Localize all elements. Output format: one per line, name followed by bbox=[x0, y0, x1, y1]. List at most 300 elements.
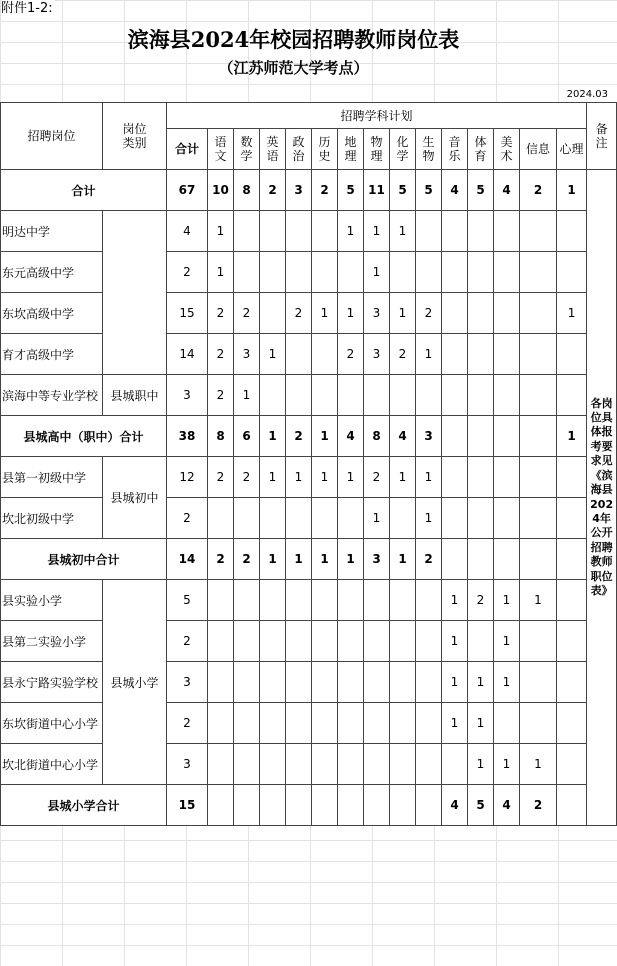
header-plan: 招聘学科计划 bbox=[167, 103, 587, 129]
subject-cell bbox=[312, 498, 338, 539]
subject-cell bbox=[338, 662, 364, 703]
subject-cell bbox=[520, 334, 557, 375]
subject-cell bbox=[442, 539, 468, 580]
grand-total-label: 合计 bbox=[1, 170, 167, 211]
subject-cell bbox=[557, 580, 587, 621]
subject-cell: 3 bbox=[364, 293, 390, 334]
school-name: 县第二实验小学 bbox=[1, 621, 103, 662]
subject-cell: 10 bbox=[208, 170, 234, 211]
table-row bbox=[1, 744, 617, 785]
subject-cell bbox=[338, 744, 364, 785]
subject-cell: 1 bbox=[442, 621, 468, 662]
subject-cell bbox=[494, 457, 520, 498]
subject-cell: 1 bbox=[520, 580, 557, 621]
subject-cell bbox=[390, 498, 416, 539]
subject-cell bbox=[312, 334, 338, 375]
date-label: 2024.03 bbox=[566, 89, 608, 100]
subject-cell: 1 bbox=[468, 744, 494, 785]
subject-cell bbox=[468, 539, 494, 580]
subject-cell: 1 bbox=[364, 498, 390, 539]
header-subject: 音乐 bbox=[442, 129, 468, 170]
subtotal-row bbox=[1, 785, 617, 826]
subject-cell bbox=[260, 785, 286, 826]
subject-cell: 2 bbox=[234, 539, 260, 580]
subject-cell: 2 bbox=[208, 539, 234, 580]
table-row bbox=[1, 211, 617, 252]
category-cell: 县城初中 bbox=[103, 457, 167, 539]
row-total-cell: 2 bbox=[167, 703, 208, 744]
subject-cell bbox=[286, 498, 312, 539]
header-subject: 数学 bbox=[234, 129, 260, 170]
table-row bbox=[1, 703, 617, 744]
table-row bbox=[1, 580, 617, 621]
table-row bbox=[1, 621, 617, 662]
page-title: 滨海县2024年校园招聘教师岗位表 bbox=[127, 27, 460, 52]
header-subject: 政治 bbox=[286, 129, 312, 170]
subject-cell bbox=[520, 293, 557, 334]
subject-cell: 2 bbox=[468, 580, 494, 621]
header-subject: 心理 bbox=[557, 129, 587, 170]
subject-cell bbox=[494, 293, 520, 334]
subject-cell: 1 bbox=[494, 662, 520, 703]
subject-cell: 6 bbox=[234, 416, 260, 457]
subject-cell: 1 bbox=[364, 252, 390, 293]
subject-cell bbox=[520, 621, 557, 662]
subject-cell bbox=[494, 498, 520, 539]
subject-cell: 2 bbox=[520, 170, 557, 211]
subject-cell bbox=[557, 334, 587, 375]
subject-cell bbox=[390, 662, 416, 703]
subject-cell bbox=[260, 580, 286, 621]
table-row bbox=[1, 498, 617, 539]
subject-cell bbox=[468, 621, 494, 662]
subject-cell: 1 bbox=[494, 744, 520, 785]
subject-cell: 8 bbox=[208, 416, 234, 457]
subject-cell bbox=[260, 498, 286, 539]
table-row bbox=[1, 252, 617, 293]
header-total: 合计 bbox=[167, 129, 208, 170]
subject-cell: 5 bbox=[338, 170, 364, 211]
subject-cell bbox=[390, 703, 416, 744]
subject-cell bbox=[338, 580, 364, 621]
header-subject: 历史 bbox=[312, 129, 338, 170]
subject-cell bbox=[520, 375, 557, 416]
subject-cell: 2 bbox=[208, 334, 234, 375]
subject-cell: 1 bbox=[234, 375, 260, 416]
subject-cell bbox=[260, 662, 286, 703]
subject-cell: 1 bbox=[390, 211, 416, 252]
subject-cell bbox=[286, 703, 312, 744]
subject-cell: 1 bbox=[364, 211, 390, 252]
remark-note: 各岗位具体报考要求见《滨海县2024年公开招聘教师职位表》 bbox=[587, 170, 617, 826]
subtotal-label: 县城高中（职中）合计 bbox=[1, 416, 167, 457]
subject-cell bbox=[468, 252, 494, 293]
subject-cell bbox=[338, 703, 364, 744]
subject-cell: 1 bbox=[312, 539, 338, 580]
subject-cell: 5 bbox=[468, 170, 494, 211]
subject-cell: 3 bbox=[234, 334, 260, 375]
subject-cell bbox=[312, 375, 338, 416]
subject-cell bbox=[312, 621, 338, 662]
subject-cell bbox=[312, 211, 338, 252]
subject-cell bbox=[208, 703, 234, 744]
subject-cell bbox=[520, 211, 557, 252]
subject-cell bbox=[442, 457, 468, 498]
subject-cell: 1 bbox=[494, 621, 520, 662]
subject-cell bbox=[390, 621, 416, 662]
subject-cell bbox=[286, 621, 312, 662]
subject-cell: 1 bbox=[312, 457, 338, 498]
row-total-cell: 3 bbox=[167, 662, 208, 703]
subject-cell bbox=[286, 785, 312, 826]
subject-cell: 1 bbox=[390, 539, 416, 580]
subject-cell bbox=[234, 744, 260, 785]
subject-cell: 3 bbox=[416, 416, 442, 457]
subject-cell bbox=[468, 211, 494, 252]
subject-cell bbox=[416, 785, 442, 826]
subject-cell: 2 bbox=[286, 293, 312, 334]
subject-cell bbox=[557, 703, 587, 744]
subject-cell bbox=[234, 785, 260, 826]
subject-cell: 1 bbox=[442, 662, 468, 703]
subject-cell bbox=[494, 375, 520, 416]
subject-cell bbox=[520, 662, 557, 703]
subject-cell: 1 bbox=[260, 334, 286, 375]
subject-cell: 1 bbox=[557, 416, 587, 457]
row-total-cell: 38 bbox=[167, 416, 208, 457]
table-row bbox=[1, 293, 617, 334]
subject-cell bbox=[468, 498, 494, 539]
subject-cell: 2 bbox=[520, 785, 557, 826]
subject-cell bbox=[390, 744, 416, 785]
subject-cell: 1 bbox=[416, 498, 442, 539]
subject-cell bbox=[260, 293, 286, 334]
subject-cell bbox=[364, 744, 390, 785]
subject-cell: 2 bbox=[312, 170, 338, 211]
subject-cell bbox=[286, 375, 312, 416]
recruitment-table bbox=[0, 102, 617, 826]
school-name: 东坎高级中学 bbox=[1, 293, 103, 334]
row-total-cell: 15 bbox=[167, 293, 208, 334]
subject-cell: 2 bbox=[234, 293, 260, 334]
subject-cell bbox=[234, 580, 260, 621]
subject-cell: 1 bbox=[468, 662, 494, 703]
subject-cell bbox=[312, 252, 338, 293]
subject-cell bbox=[468, 334, 494, 375]
subject-cell bbox=[390, 580, 416, 621]
school-name: 明达中学 bbox=[1, 211, 103, 252]
subject-cell bbox=[234, 621, 260, 662]
subject-cell bbox=[520, 416, 557, 457]
subject-cell bbox=[416, 252, 442, 293]
school-name: 东坎街道中心小学 bbox=[1, 703, 103, 744]
subject-cell bbox=[494, 211, 520, 252]
attachment-label: 附件1-2: bbox=[1, 1, 53, 16]
row-total-cell: 2 bbox=[167, 498, 208, 539]
subject-cell bbox=[468, 293, 494, 334]
subject-cell bbox=[442, 211, 468, 252]
subject-cell bbox=[557, 457, 587, 498]
subject-cell bbox=[390, 252, 416, 293]
subject-cell bbox=[338, 252, 364, 293]
row-total-cell: 2 bbox=[167, 252, 208, 293]
subject-cell: 1 bbox=[390, 293, 416, 334]
subject-cell bbox=[494, 539, 520, 580]
subject-cell bbox=[286, 334, 312, 375]
subject-cell bbox=[260, 703, 286, 744]
subject-cell bbox=[416, 662, 442, 703]
subject-cell bbox=[416, 621, 442, 662]
subject-cell bbox=[338, 375, 364, 416]
subject-cell bbox=[312, 580, 338, 621]
subject-cell: 8 bbox=[234, 170, 260, 211]
subject-cell: 2 bbox=[208, 375, 234, 416]
subject-cell bbox=[557, 621, 587, 662]
subject-cell bbox=[520, 498, 557, 539]
subject-cell: 1 bbox=[390, 457, 416, 498]
subject-cell bbox=[260, 621, 286, 662]
subject-cell: 3 bbox=[364, 334, 390, 375]
header-subject: 英语 bbox=[260, 129, 286, 170]
school-name: 县永宁路实验学校 bbox=[1, 662, 103, 703]
subtotal-label: 县城初中合计 bbox=[1, 539, 167, 580]
subject-cell bbox=[208, 785, 234, 826]
subject-cell bbox=[416, 703, 442, 744]
subject-cell bbox=[557, 252, 587, 293]
subject-cell bbox=[494, 416, 520, 457]
subject-cell bbox=[208, 662, 234, 703]
subject-cell bbox=[557, 211, 587, 252]
subject-cell bbox=[286, 580, 312, 621]
header-subject: 生物 bbox=[416, 129, 442, 170]
subject-cell bbox=[338, 785, 364, 826]
table-row bbox=[1, 334, 617, 375]
subject-cell: 2 bbox=[260, 170, 286, 211]
category-spacer bbox=[103, 211, 167, 375]
subtotal-label: 县城小学合计 bbox=[1, 785, 167, 826]
subject-cell: 2 bbox=[338, 334, 364, 375]
subject-cell: 3 bbox=[286, 170, 312, 211]
subject-cell: 8 bbox=[364, 416, 390, 457]
subject-cell bbox=[468, 375, 494, 416]
subject-cell: 1 bbox=[338, 211, 364, 252]
header-subject: 信息 bbox=[520, 129, 557, 170]
subject-cell: 1 bbox=[416, 457, 442, 498]
subject-cell bbox=[364, 662, 390, 703]
subject-cell bbox=[557, 498, 587, 539]
row-total-cell: 3 bbox=[167, 744, 208, 785]
subject-cell bbox=[234, 498, 260, 539]
subject-cell: 1 bbox=[557, 293, 587, 334]
subject-cell bbox=[234, 252, 260, 293]
subject-cell: 2 bbox=[208, 293, 234, 334]
row-total-cell: 67 bbox=[167, 170, 208, 211]
table-row bbox=[1, 375, 617, 416]
header-subject: 体育 bbox=[468, 129, 494, 170]
subtotal-row bbox=[1, 539, 617, 580]
subject-cell: 3 bbox=[364, 539, 390, 580]
subject-cell: 2 bbox=[286, 416, 312, 457]
subject-cell bbox=[208, 744, 234, 785]
subject-cell: 1 bbox=[442, 580, 468, 621]
subject-cell bbox=[286, 211, 312, 252]
subject-cell: 1 bbox=[338, 293, 364, 334]
subject-cell bbox=[260, 211, 286, 252]
subject-cell bbox=[520, 457, 557, 498]
subject-cell bbox=[416, 580, 442, 621]
school-name: 育才高级中学 bbox=[1, 334, 103, 375]
subject-cell: 5 bbox=[416, 170, 442, 211]
row-total-cell: 4 bbox=[167, 211, 208, 252]
subject-cell bbox=[286, 662, 312, 703]
subject-cell: 1 bbox=[338, 457, 364, 498]
header-subject: 化学 bbox=[390, 129, 416, 170]
subject-cell: 1 bbox=[557, 170, 587, 211]
school-name: 坎北街道中心小学 bbox=[1, 744, 103, 785]
subject-cell: 1 bbox=[260, 416, 286, 457]
subject-cell: 1 bbox=[416, 334, 442, 375]
subject-cell bbox=[312, 744, 338, 785]
subject-cell: 2 bbox=[390, 334, 416, 375]
subject-cell bbox=[286, 744, 312, 785]
subject-cell bbox=[312, 785, 338, 826]
school-name: 县第一初级中学 bbox=[1, 457, 103, 498]
subject-cell: 1 bbox=[260, 457, 286, 498]
subject-cell bbox=[557, 785, 587, 826]
table-row bbox=[1, 662, 617, 703]
subject-cell: 1 bbox=[468, 703, 494, 744]
header-subject: 地理 bbox=[338, 129, 364, 170]
subject-cell bbox=[442, 375, 468, 416]
subject-cell bbox=[520, 703, 557, 744]
subject-cell bbox=[442, 416, 468, 457]
subject-cell bbox=[390, 785, 416, 826]
subject-cell: 2 bbox=[364, 457, 390, 498]
header-subject: 物理 bbox=[364, 129, 390, 170]
subject-cell: 5 bbox=[390, 170, 416, 211]
table-row bbox=[1, 457, 617, 498]
row-total-cell: 14 bbox=[167, 334, 208, 375]
subject-cell bbox=[208, 580, 234, 621]
subject-cell bbox=[416, 375, 442, 416]
subject-cell: 5 bbox=[468, 785, 494, 826]
subject-cell bbox=[557, 662, 587, 703]
subject-cell: 1 bbox=[286, 539, 312, 580]
header-position: 招聘岗位 bbox=[1, 103, 103, 170]
subject-cell bbox=[234, 703, 260, 744]
subject-cell bbox=[338, 621, 364, 662]
subject-cell: 1 bbox=[520, 744, 557, 785]
subject-cell: 1 bbox=[260, 539, 286, 580]
subject-cell bbox=[260, 252, 286, 293]
school-name: 东元高级中学 bbox=[1, 252, 103, 293]
subject-cell: 4 bbox=[442, 785, 468, 826]
subject-cell bbox=[557, 744, 587, 785]
subject-cell: 1 bbox=[312, 293, 338, 334]
school-name: 滨海中等专业学校 bbox=[1, 375, 103, 416]
subject-cell bbox=[234, 211, 260, 252]
row-total-cell: 2 bbox=[167, 621, 208, 662]
subject-cell: 4 bbox=[494, 170, 520, 211]
subject-cell: 1 bbox=[442, 703, 468, 744]
row-total-cell: 15 bbox=[167, 785, 208, 826]
subject-cell bbox=[260, 744, 286, 785]
subject-cell: 1 bbox=[494, 580, 520, 621]
header-subject: 语文 bbox=[208, 129, 234, 170]
subject-cell bbox=[364, 375, 390, 416]
subject-cell bbox=[442, 744, 468, 785]
header-remark: 备注 bbox=[587, 103, 617, 170]
subject-cell: 2 bbox=[416, 293, 442, 334]
subject-cell bbox=[416, 211, 442, 252]
subject-cell bbox=[494, 252, 520, 293]
subject-cell bbox=[442, 498, 468, 539]
subject-cell bbox=[338, 498, 364, 539]
subject-cell bbox=[312, 703, 338, 744]
subject-cell bbox=[468, 416, 494, 457]
subject-cell: 1 bbox=[208, 211, 234, 252]
row-total-cell: 5 bbox=[167, 580, 208, 621]
row-total-cell: 3 bbox=[167, 375, 208, 416]
school-name: 县实验小学 bbox=[1, 580, 103, 621]
subject-cell bbox=[364, 703, 390, 744]
category-cell: 县城职中 bbox=[103, 375, 167, 416]
subject-cell bbox=[234, 662, 260, 703]
subject-cell bbox=[364, 785, 390, 826]
subject-cell bbox=[416, 744, 442, 785]
subject-cell: 4 bbox=[390, 416, 416, 457]
row-total-cell: 14 bbox=[167, 539, 208, 580]
subject-cell bbox=[442, 293, 468, 334]
subject-cell: 4 bbox=[494, 785, 520, 826]
subject-cell bbox=[364, 621, 390, 662]
subject-cell bbox=[390, 375, 416, 416]
subject-cell bbox=[520, 252, 557, 293]
subject-cell bbox=[494, 703, 520, 744]
subject-cell bbox=[312, 662, 338, 703]
page-subtitle: （江苏师范大学考点） bbox=[218, 59, 369, 77]
subject-cell bbox=[520, 539, 557, 580]
subject-cell bbox=[208, 621, 234, 662]
row-total-cell: 12 bbox=[167, 457, 208, 498]
category-cell: 县城小学 bbox=[103, 580, 167, 785]
subject-cell: 4 bbox=[442, 170, 468, 211]
subject-cell bbox=[364, 580, 390, 621]
subject-cell: 1 bbox=[338, 539, 364, 580]
subtotal-row bbox=[1, 416, 617, 457]
subject-cell: 2 bbox=[416, 539, 442, 580]
subject-cell: 1 bbox=[312, 416, 338, 457]
school-name: 坎北初级中学 bbox=[1, 498, 103, 539]
subject-cell bbox=[260, 375, 286, 416]
subject-cell bbox=[557, 539, 587, 580]
subject-cell: 2 bbox=[234, 457, 260, 498]
subject-cell: 4 bbox=[338, 416, 364, 457]
subject-cell bbox=[442, 252, 468, 293]
subject-cell: 1 bbox=[208, 252, 234, 293]
subject-cell bbox=[494, 334, 520, 375]
subject-cell bbox=[286, 252, 312, 293]
subject-cell: 11 bbox=[364, 170, 390, 211]
header-subject: 美术 bbox=[494, 129, 520, 170]
subject-cell bbox=[442, 334, 468, 375]
subject-cell bbox=[557, 375, 587, 416]
subject-cell: 1 bbox=[286, 457, 312, 498]
subject-cell bbox=[208, 498, 234, 539]
header-category: 岗位类别 bbox=[103, 103, 167, 170]
subject-cell: 2 bbox=[208, 457, 234, 498]
subject-cell bbox=[468, 457, 494, 498]
